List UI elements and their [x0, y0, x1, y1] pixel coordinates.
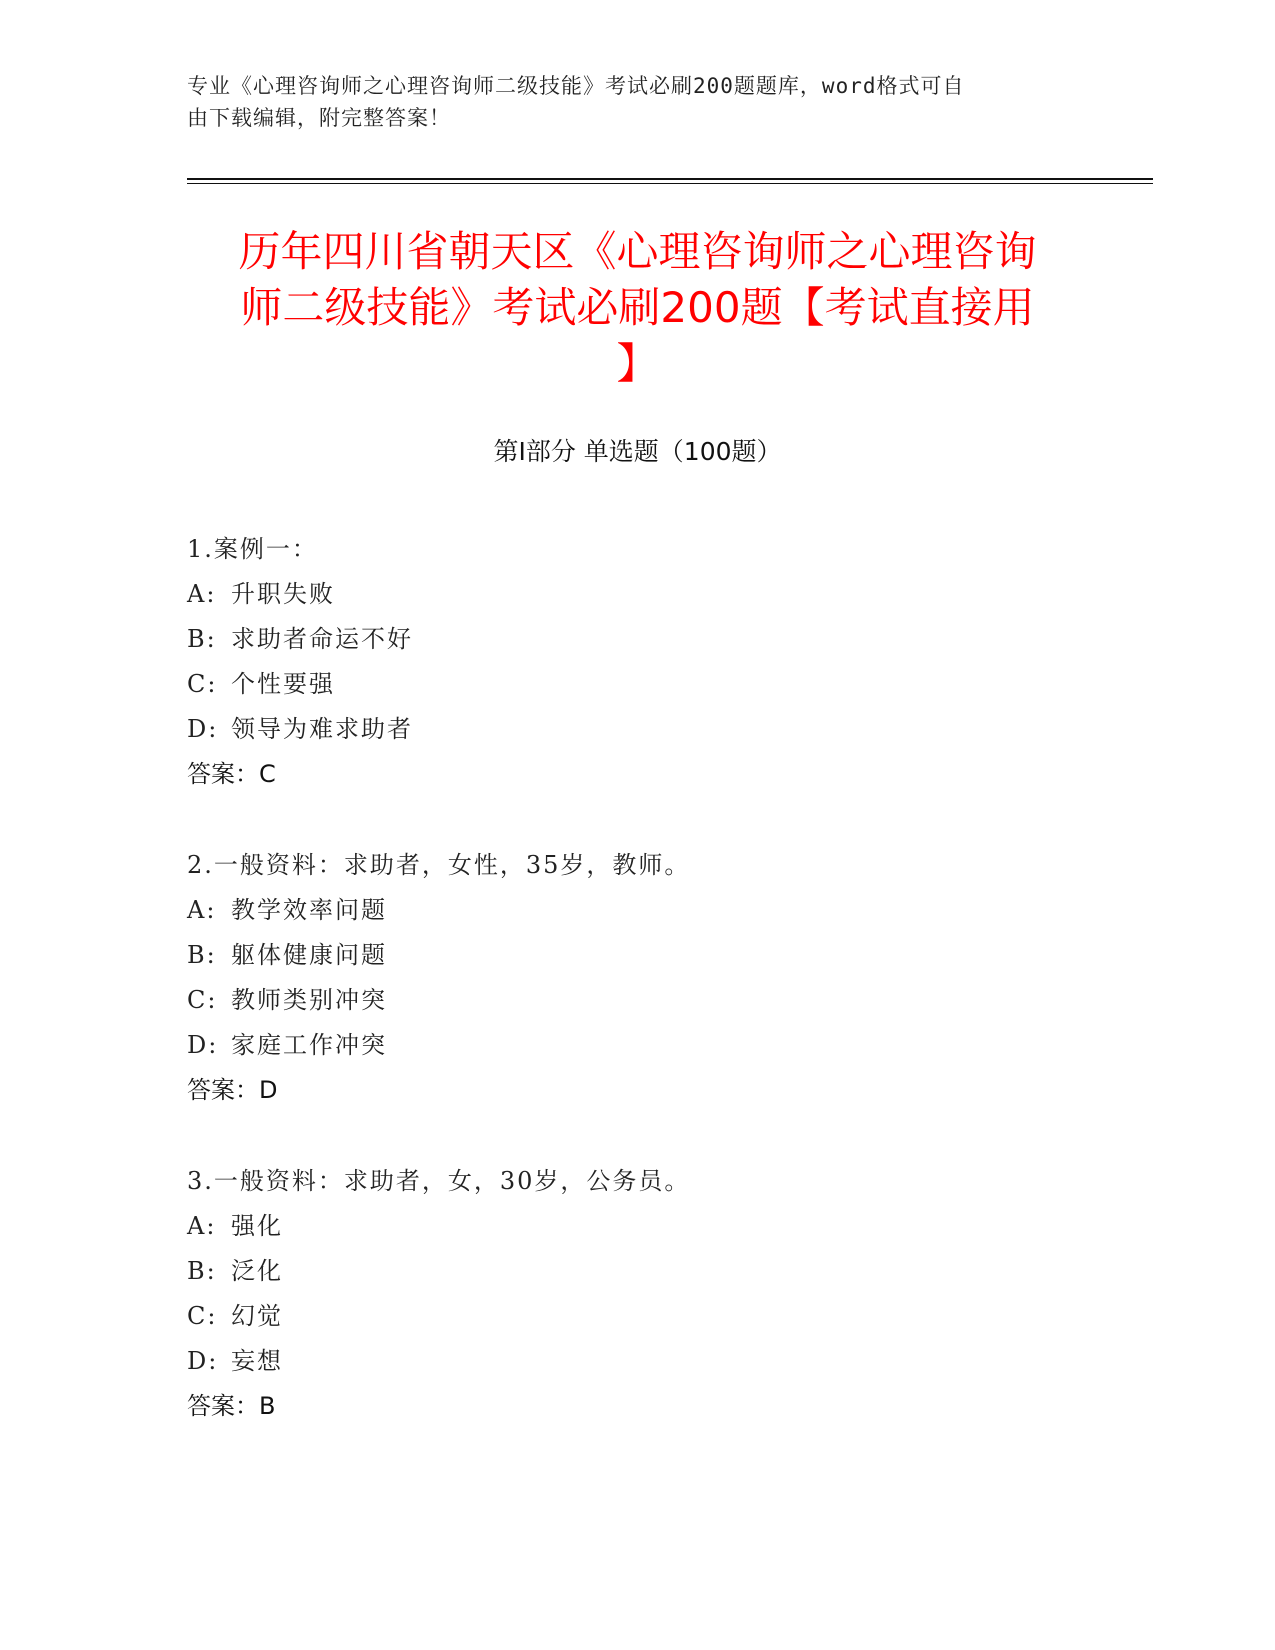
option-text: 个性要强	[231, 670, 335, 698]
option-d	[187, 1339, 1087, 1384]
option-a	[187, 1204, 1087, 1249]
option-c	[187, 662, 1087, 707]
document-title-line-2: 师二级技能》考试必刷200题【考试直接用	[240, 283, 1035, 332]
option-text: 强化	[231, 1212, 283, 1240]
option-d	[187, 707, 1087, 752]
option-letter: C:	[187, 1302, 218, 1330]
option-a	[187, 572, 1087, 617]
answer-line: 答案：B	[187, 1392, 276, 1420]
option-text: 家庭工作冲突	[231, 1031, 387, 1059]
option-text: 躯体健康问题	[231, 941, 387, 969]
option-letter: A:	[187, 580, 217, 608]
question-3	[187, 1159, 1087, 1429]
option-c	[187, 978, 1087, 1023]
option-b	[187, 617, 1087, 662]
document-title-line-1: 历年四川省朝天区《心理咨询师之心理咨询	[238, 227, 1037, 276]
option-letter: A:	[187, 896, 217, 924]
option-text: 泛化	[231, 1257, 283, 1285]
option-letter: A:	[187, 1212, 217, 1240]
option-b	[187, 933, 1087, 978]
option-letter: B:	[187, 1257, 217, 1285]
option-text: 升职失败	[231, 580, 335, 608]
question-1	[187, 527, 1087, 797]
option-letter: D:	[187, 1031, 219, 1059]
option-d	[187, 1023, 1087, 1068]
question-stem: 2.一般资料：求助者，女性，35岁，教师。	[187, 851, 691, 879]
option-letter: C:	[187, 670, 218, 698]
question-list	[187, 527, 1087, 1475]
document-title-line-3: 】	[616, 339, 659, 388]
answer-line: 答案：D	[187, 1076, 278, 1104]
question-2	[187, 843, 1087, 1113]
document-title	[190, 224, 1085, 392]
option-letter: C:	[187, 986, 218, 1014]
header-divider-thick	[187, 178, 1153, 180]
section-title: 第Ⅰ部分 单选题（100题）	[493, 437, 782, 466]
question-stem: 3.一般资料：求助者，女，30岁，公务员。	[187, 1167, 691, 1195]
option-text: 妄想	[231, 1347, 283, 1375]
option-text: 幻觉	[231, 1302, 283, 1330]
option-letter: D:	[187, 715, 219, 743]
option-a	[187, 888, 1087, 933]
option-text: 领导为难求助者	[231, 715, 413, 743]
option-b	[187, 1249, 1087, 1294]
option-letter: B:	[187, 625, 217, 653]
option-text: 求助者命运不好	[231, 625, 413, 653]
option-text: 教师类别冲突	[231, 986, 387, 1014]
question-stem: 1.案例一：	[187, 535, 318, 563]
option-c	[187, 1294, 1087, 1339]
option-letter: D:	[187, 1347, 219, 1375]
header-note-line-2: 由下载编辑，附完整答案！	[187, 106, 451, 130]
header-note-line-1: 专业《心理咨询师之心理咨询师二级技能》考试必刷200题题库，word格式可自	[187, 74, 965, 98]
option-letter: B:	[187, 941, 217, 969]
answer-line: 答案：C	[187, 760, 276, 788]
header-divider-thin	[187, 183, 1153, 184]
header-note	[187, 70, 1067, 134]
option-text: 教学效率问题	[231, 896, 387, 924]
